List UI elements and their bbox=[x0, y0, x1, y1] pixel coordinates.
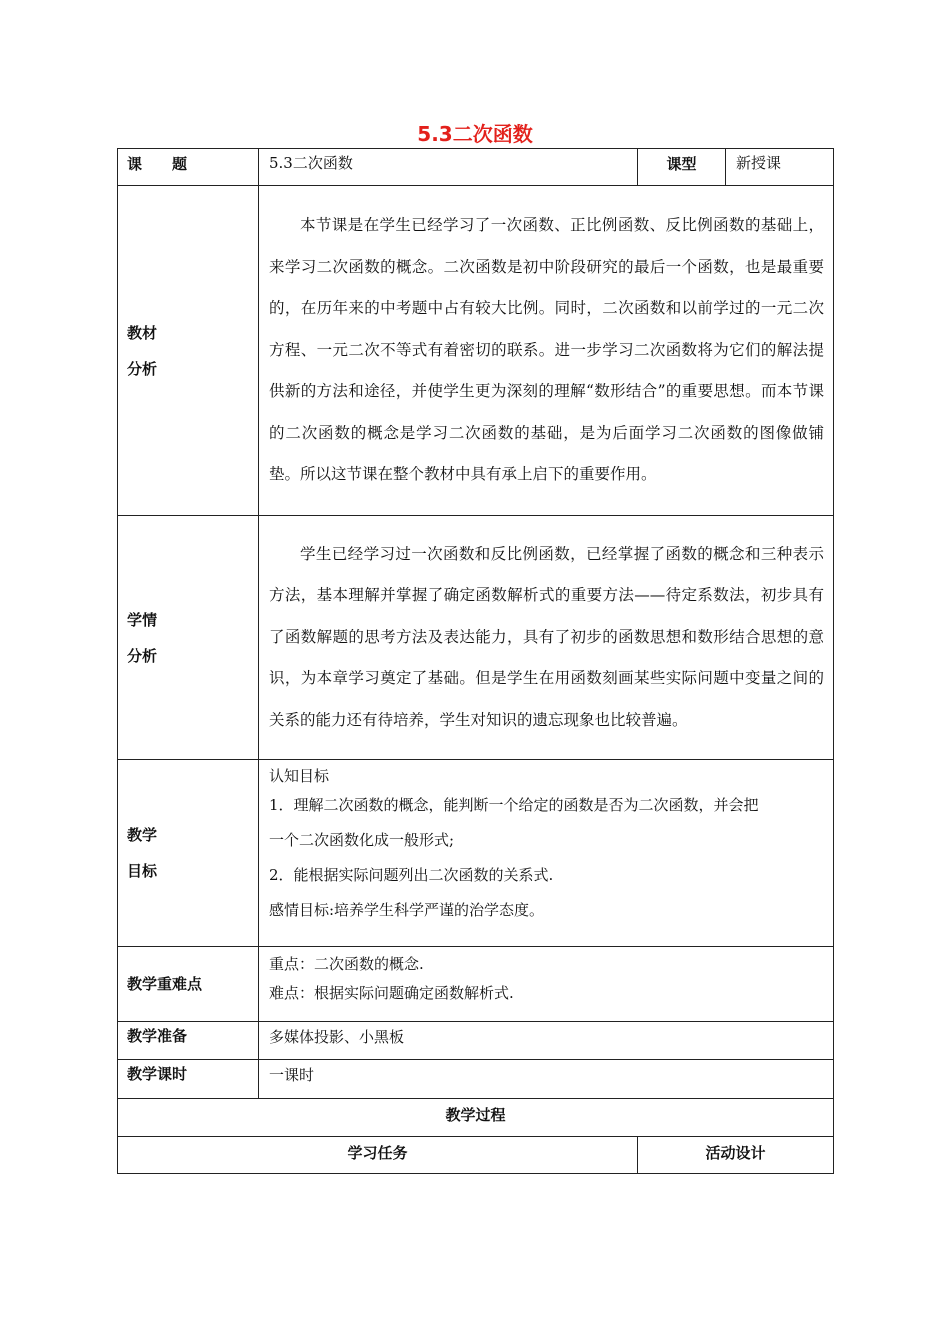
topic-label: 课 题 bbox=[118, 149, 259, 186]
teaching-goals-label-line2: 目标 bbox=[127, 862, 158, 880]
key-points-label: 教学重难点 bbox=[118, 947, 259, 1022]
material-analysis-label-line2: 分析 bbox=[127, 359, 158, 378]
teaching-goals-label bbox=[118, 760, 259, 947]
lesson-type-value: 新授课 bbox=[726, 149, 834, 186]
teaching-goals-label-line1: 教学 bbox=[127, 826, 158, 844]
teaching-goals-cell bbox=[259, 760, 834, 947]
process-columns-row bbox=[118, 1137, 834, 1174]
student-analysis-label-line2: 分析 bbox=[127, 646, 158, 665]
topic-value: 5.3二次函数 bbox=[259, 149, 638, 186]
process-heading: 教学过程 bbox=[118, 1099, 834, 1137]
goal-line: 感情目标:培养学生科学严谨的治学态度。 bbox=[269, 901, 545, 919]
student-analysis-cell bbox=[259, 516, 834, 760]
page-title: 5.3二次函数 bbox=[417, 122, 533, 146]
material-analysis-text: 本节课是在学生已经学习了一次函数、正比例函数、反比例函数的基础上，来学习二次函数的概念。二次函数是初中阶段研究的最后一个函数，也是最重要的，在历年来的中考题中占有较大比例。同时，二次函数和以前学过的一元二次方程、一元二次不等式有着密切的联系。进一步学习二次函数将为它们的解法提供新的方法和途径，并使学生更为深刻的理解“数形结合”的重要思想。而本节课的二次函数的概念是学习二次函数的基础，是为后面学习二次函数的图像做铺垫。所以这节课在整个教材中具有承上启下的重要作用。 bbox=[269, 216, 825, 484]
duration-value: 一课时 bbox=[259, 1060, 834, 1099]
teaching-goals-row bbox=[118, 760, 834, 947]
material-analysis-cell bbox=[259, 186, 834, 516]
goal-line: 2．能根据实际问题列出二次函数的关系式. bbox=[269, 866, 554, 884]
material-analysis-label bbox=[118, 186, 259, 516]
student-analysis-label-line1: 学情 bbox=[127, 610, 158, 629]
process-col-activity: 活动设计 bbox=[638, 1137, 834, 1174]
lesson-type-label: 课型 bbox=[638, 149, 726, 186]
duration-label: 教学课时 bbox=[118, 1060, 259, 1099]
preparation-label: 教学准备 bbox=[118, 1022, 259, 1060]
preparation-value: 多媒体投影、小黑板 bbox=[259, 1022, 834, 1060]
goal-line: 认知目标 bbox=[269, 767, 330, 785]
key-difficulty-text: 难点：根据实际问题确定函数解析式. bbox=[269, 984, 514, 1002]
process-col-task: 学习任务 bbox=[118, 1137, 638, 1174]
goal-line: 一个二次函数化成一般形式; bbox=[269, 831, 455, 849]
material-analysis-row bbox=[118, 186, 834, 516]
process-heading-row bbox=[118, 1099, 834, 1137]
lesson-plan-table bbox=[117, 148, 834, 1174]
goal-line: 1．理解二次函数的概念，能判断一个给定的函数是否为二次函数，并会把 bbox=[269, 796, 759, 814]
duration-row bbox=[118, 1060, 834, 1099]
key-focus-text: 重点：二次函数的概念. bbox=[269, 955, 424, 973]
student-analysis-label bbox=[118, 516, 259, 760]
topic-row bbox=[118, 149, 834, 186]
student-analysis-row bbox=[118, 516, 834, 760]
key-points-cell bbox=[259, 947, 834, 1022]
preparation-row bbox=[118, 1022, 834, 1060]
material-analysis-label-line1: 教材 bbox=[127, 323, 158, 342]
student-analysis-text: 学生已经学习过一次函数和反比例函数，已经掌握了函数的概念和三种表示方法，基本理解并掌握了确定函数解析式的重要方法——待定系数法，初步具有了函数解题的思考方法及表达能力，具有了初步的函数思想和数形结合思想的意识，为本章学习奠定了基础。但是学生在用函数刻画某些实际问题中变量之间的关系的能力还有待培养，学生对知识的遗忘现象也比较普遍。 bbox=[269, 544, 825, 729]
key-points-row bbox=[118, 947, 834, 1022]
